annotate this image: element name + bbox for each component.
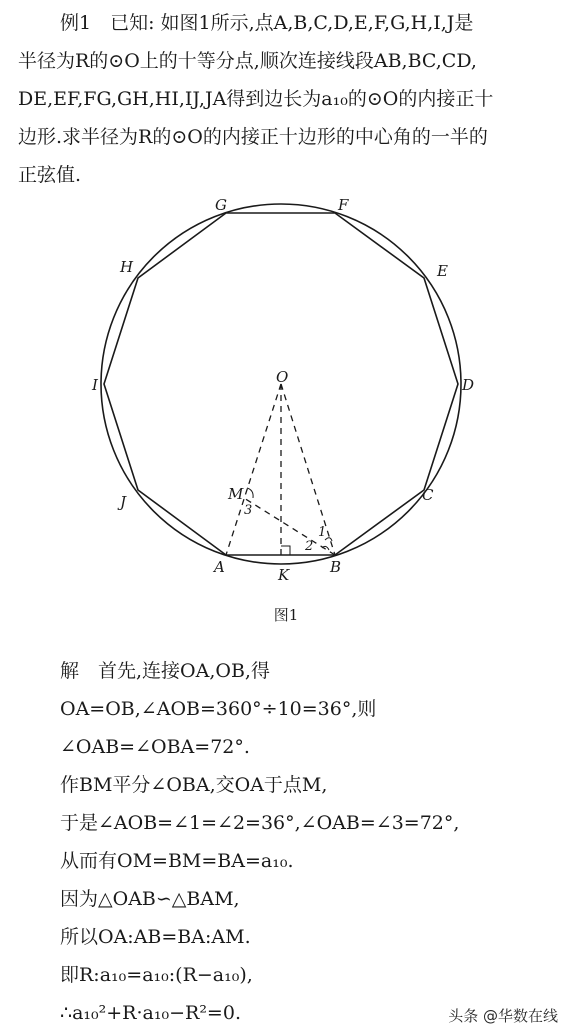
angle-label-3: 3 bbox=[244, 503, 253, 518]
solution-line: OA=OB,∠AOB=360°÷10=36°,则 bbox=[60, 698, 377, 720]
label-H: H bbox=[120, 258, 134, 276]
angle-label-2: 2 bbox=[305, 539, 314, 554]
solution-line: 所以OA:AB=BA:AM. bbox=[60, 926, 251, 948]
problem-line: 半径为R的⊙O上的十等分点,顺次连接线段AB,BC,CD, bbox=[18, 50, 477, 72]
label-J: J bbox=[120, 493, 127, 511]
label-K: K bbox=[278, 566, 290, 584]
solution-line: ∴a₁₀²+R·a₁₀−R²=0. bbox=[60, 1002, 241, 1024]
label-C: C bbox=[422, 486, 434, 504]
geometry-figure bbox=[0, 180, 572, 600]
label-D: D bbox=[462, 376, 475, 394]
watermark: 头条 @华数在线 bbox=[448, 1007, 558, 1025]
label-I: I bbox=[92, 376, 98, 394]
label-G: G bbox=[215, 196, 227, 214]
problem-line: 边形.求半径为R的⊙O的内接正十边形的中心角的一半的 bbox=[18, 126, 488, 148]
segment-OA bbox=[226, 384, 281, 555]
solution-line: ∠OAB=∠OBA=72°. bbox=[60, 736, 250, 758]
right-angle-mark bbox=[281, 546, 290, 555]
segment-OB bbox=[281, 384, 335, 555]
problem-line: 例1 已知: 如图1所示,点A,B,C,D,E,F,G,H,I,J是 bbox=[60, 12, 474, 34]
problem-statement bbox=[18, 4, 558, 194]
solution-line: 解 首先,连接OA,OB,得 bbox=[60, 660, 270, 682]
solution bbox=[60, 652, 459, 1032]
solution-line: 即R:a₁₀=a₁₀:(R−a₁₀), bbox=[60, 964, 253, 986]
label-F: F bbox=[338, 196, 349, 214]
label-B: B bbox=[330, 558, 342, 576]
label-A: A bbox=[214, 558, 225, 576]
angle-arc-3 bbox=[247, 488, 253, 498]
problem-line: DE,EF,FG,GH,HI,IJ,JA得到边长为a₁₀的⊙O的内接正十 bbox=[18, 88, 494, 110]
label-M: M bbox=[228, 485, 244, 503]
label-E: E bbox=[437, 262, 448, 280]
figure-caption: 图1 bbox=[273, 606, 299, 624]
angle-label-1: 1 bbox=[318, 525, 327, 540]
solution-line: 从而有OM=BM=BA=a₁₀. bbox=[60, 850, 294, 872]
solution-line: 作BM平分∠OBA,交OA于点M, bbox=[60, 774, 328, 796]
problem-line: 正弦值. bbox=[18, 164, 82, 186]
solution-line: 因为△OAB∽△BAM, bbox=[60, 888, 240, 910]
label-O: O bbox=[276, 368, 289, 386]
solution-line: 于是∠AOB=∠1=∠2=36°,∠OAB=∠3=72°, bbox=[60, 812, 460, 834]
